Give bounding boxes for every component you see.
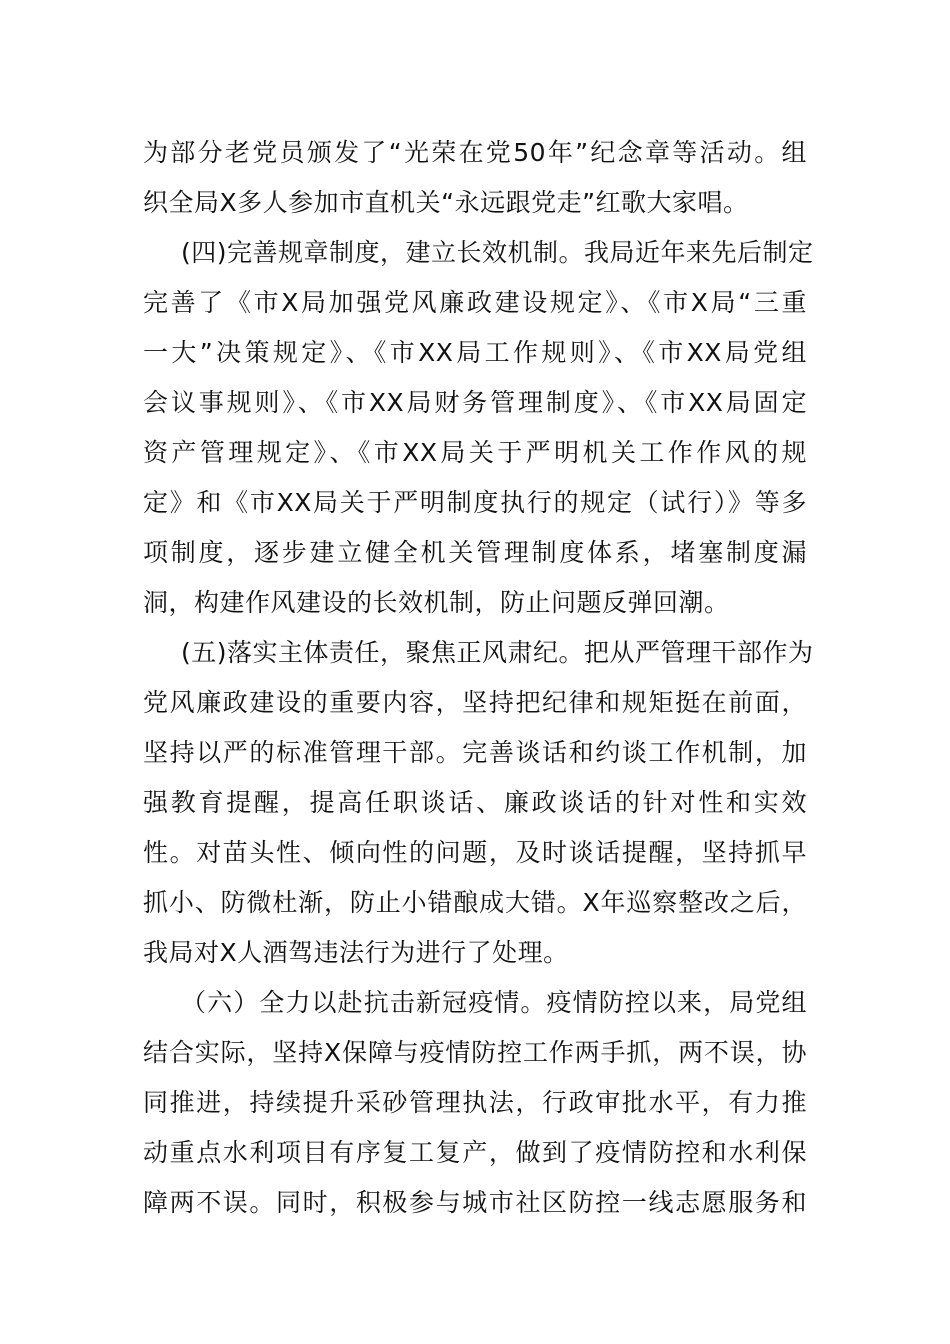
text-line: 会议事规则》、《市XX局财务管理制度》、《市XX局固定: [143, 388, 807, 417]
text-line: （六）全力以赴抗击新冠疫情。疫情防控以来，局党组: [181, 988, 807, 1017]
text-line: 我局对X人酒驾违法行为进行了处理。: [143, 938, 569, 967]
text-line: 一大”决策规定》、《市XX局工作规则》、《市XX局党组: [143, 338, 807, 367]
text-line: 坚持以严的标准管理干部。完善谈话和约谈工作机制，加: [143, 738, 807, 767]
text-line: 资产管理规定》、《市XX局关于严明机关工作作风的规: [143, 438, 807, 467]
text-line: 定》和《市XX局关于严明制度执行的规定（试行）》等多: [143, 488, 807, 517]
text-line: 为部分老党员颁发了“光荣在党50年”纪念章等活动。组: [143, 138, 807, 167]
body-text: [143, 128, 814, 1228]
text-line: 障两不误。同时，积极参与城市社区防控一线志愿服务和: [143, 1188, 807, 1217]
text-line: (五)落实主体责任，聚焦正风肃纪。把从严管理干部作为: [181, 638, 814, 667]
text-line: (四)完善规章制度，建立长效机制。我局近年来先后制定: [181, 238, 814, 267]
text-line: 完善了《市X局加强党风廉政建设规定》、《市X局“三重: [143, 288, 807, 317]
text-line: 动重点水利项目有序复工复产，做到了疫情防控和水利保: [143, 1138, 807, 1167]
text-line: 结合实际，坚持X保障与疫情防控工作两手抓，两不误，协: [143, 1038, 807, 1067]
text-line: 洞，构建作风建设的长效机制，防止问题反弹回潮。: [143, 588, 730, 617]
text-line: 织全局X多人参加市直机关“永远跟党走”红歌大家唱。: [143, 188, 749, 217]
text-line: 性。对苗头性、倾向性的问题，及时谈话提醒，坚持抓早: [143, 838, 807, 867]
text-line: 项制度，逐步建立健全机关管理制度体系，堵塞制度漏: [143, 538, 807, 567]
text-line: 抓小、防微杜渐，防止小错酿成大错。X年巡察整改之后，: [143, 888, 807, 917]
text-line: 强教育提醒，提高任职谈话、廉政谈话的针对性和实效: [143, 788, 807, 817]
text-line: 党风廉政建设的重要内容，坚持把纪律和规矩挺在前面，: [143, 688, 807, 717]
text-line: 同推进，持续提升采砂管理执法，行政审批水平，有力推: [143, 1088, 807, 1117]
